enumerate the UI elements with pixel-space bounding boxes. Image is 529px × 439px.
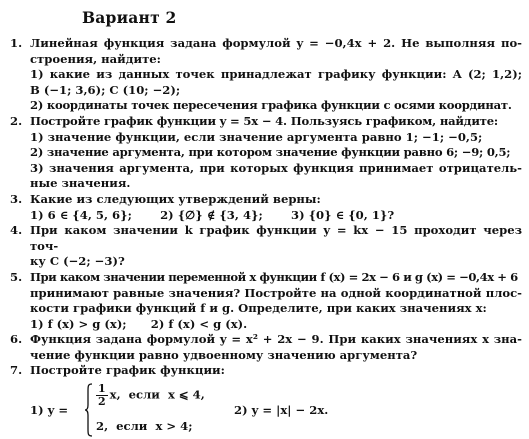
piecewise-formulas — [30, 383, 522, 439]
piecewise-case-1 — [96, 383, 205, 408]
problem-text-line: При каком значении k график функции y = kx − 15 проходит через точ- — [30, 223, 522, 253]
fraction — [96, 383, 108, 408]
problem-text-line: 1) какие из данных точек принадлежат графику функции: A (2; 1,2); — [30, 67, 522, 82]
problem-6 — [10, 332, 522, 363]
problem-number: 2. — [10, 113, 23, 128]
problem-text-line: 3) значения аргумента, при которых функция принимает отрицатель- — [30, 160, 522, 175]
formula-2: 2) y = |x| − 2x. — [234, 403, 329, 418]
formula-1-label: 1) y = — [30, 403, 69, 418]
problem-2 — [10, 114, 522, 192]
problem-4 — [10, 223, 522, 270]
problem-text-line: ные значения. — [30, 176, 131, 191]
problem-number: 1. — [10, 36, 23, 50]
problem-text-line: 1) 6 ∈ {4, 5, 6}; 2) {∅} ∉ {3, 4}; 3) {0} ∈ {0, 1}? — [30, 207, 395, 222]
problem-text-line: 1) f (x) > g (x); 2) f (x) < g (x). — [30, 316, 248, 331]
problem-text-line: принимают равные значения? Постройте на одной координатной плос- — [30, 285, 522, 300]
problem-text-line: 2) координаты точек пересечения графика функции с осями координат. — [30, 98, 512, 113]
problem-number: 6. — [10, 332, 23, 347]
problem-number: 4. — [10, 223, 23, 238]
problem-text-line: Линейная функция задана формулой y = −0,4x + 2. Не выполняя по- — [30, 36, 522, 50]
problem-text-line: строения, найдите: — [30, 51, 161, 66]
problem-text-line: 2) значение аргумента, при котором значение функции равно 6; −9; 0,5; — [30, 145, 511, 160]
problem-number: 7. — [10, 363, 23, 378]
problem-text-line: чение функции равно удвоенному значению аргумента? — [30, 347, 418, 362]
piecewise-case-2: 2, если x > 4; — [96, 419, 193, 434]
problem-text-line: Функция задана формулой y = x² + 2x − 9. При каких значениях x зна- — [30, 332, 522, 347]
problem-text-line: ку C (−2; −3)? — [30, 254, 125, 269]
piecewise-case-1-text: x, если x ⩽ 4, — [109, 387, 205, 402]
problem-text-line: B (−1; 3,6); C (10; −2); — [30, 82, 181, 97]
problem-text-line: Постройте график функции y = 5x − 4. Пользуясь графиком, найдите: — [30, 113, 498, 128]
problem-number: 5. — [10, 269, 23, 284]
problem-text-line: кости графики функций f и g. Определите, при каких значениях x: — [30, 301, 487, 316]
problem-3 — [10, 192, 522, 223]
problem-5 — [10, 270, 522, 332]
problem-text-line: 1) значение функции, если значение аргумента равно 1; −1; −0,5; — [30, 129, 483, 144]
problem-text-line: Постройте график функции: — [30, 363, 225, 378]
problem-text-line: Какие из следующих утверждений верны: — [30, 191, 321, 206]
problem-list — [10, 36, 522, 439]
problem-1 — [10, 36, 522, 114]
fraction-numerator: 1 — [98, 382, 106, 396]
variant-title: Вариант 2 — [82, 8, 177, 27]
problem-text-line: При каком значении переменной x функции f (x) = 2x − 6 и g (x) = −0,4x + 6 — [30, 269, 518, 284]
fraction-denominator: 2 — [98, 395, 106, 409]
problem-7 — [10, 363, 522, 439]
problem-number: 3. — [10, 191, 23, 206]
